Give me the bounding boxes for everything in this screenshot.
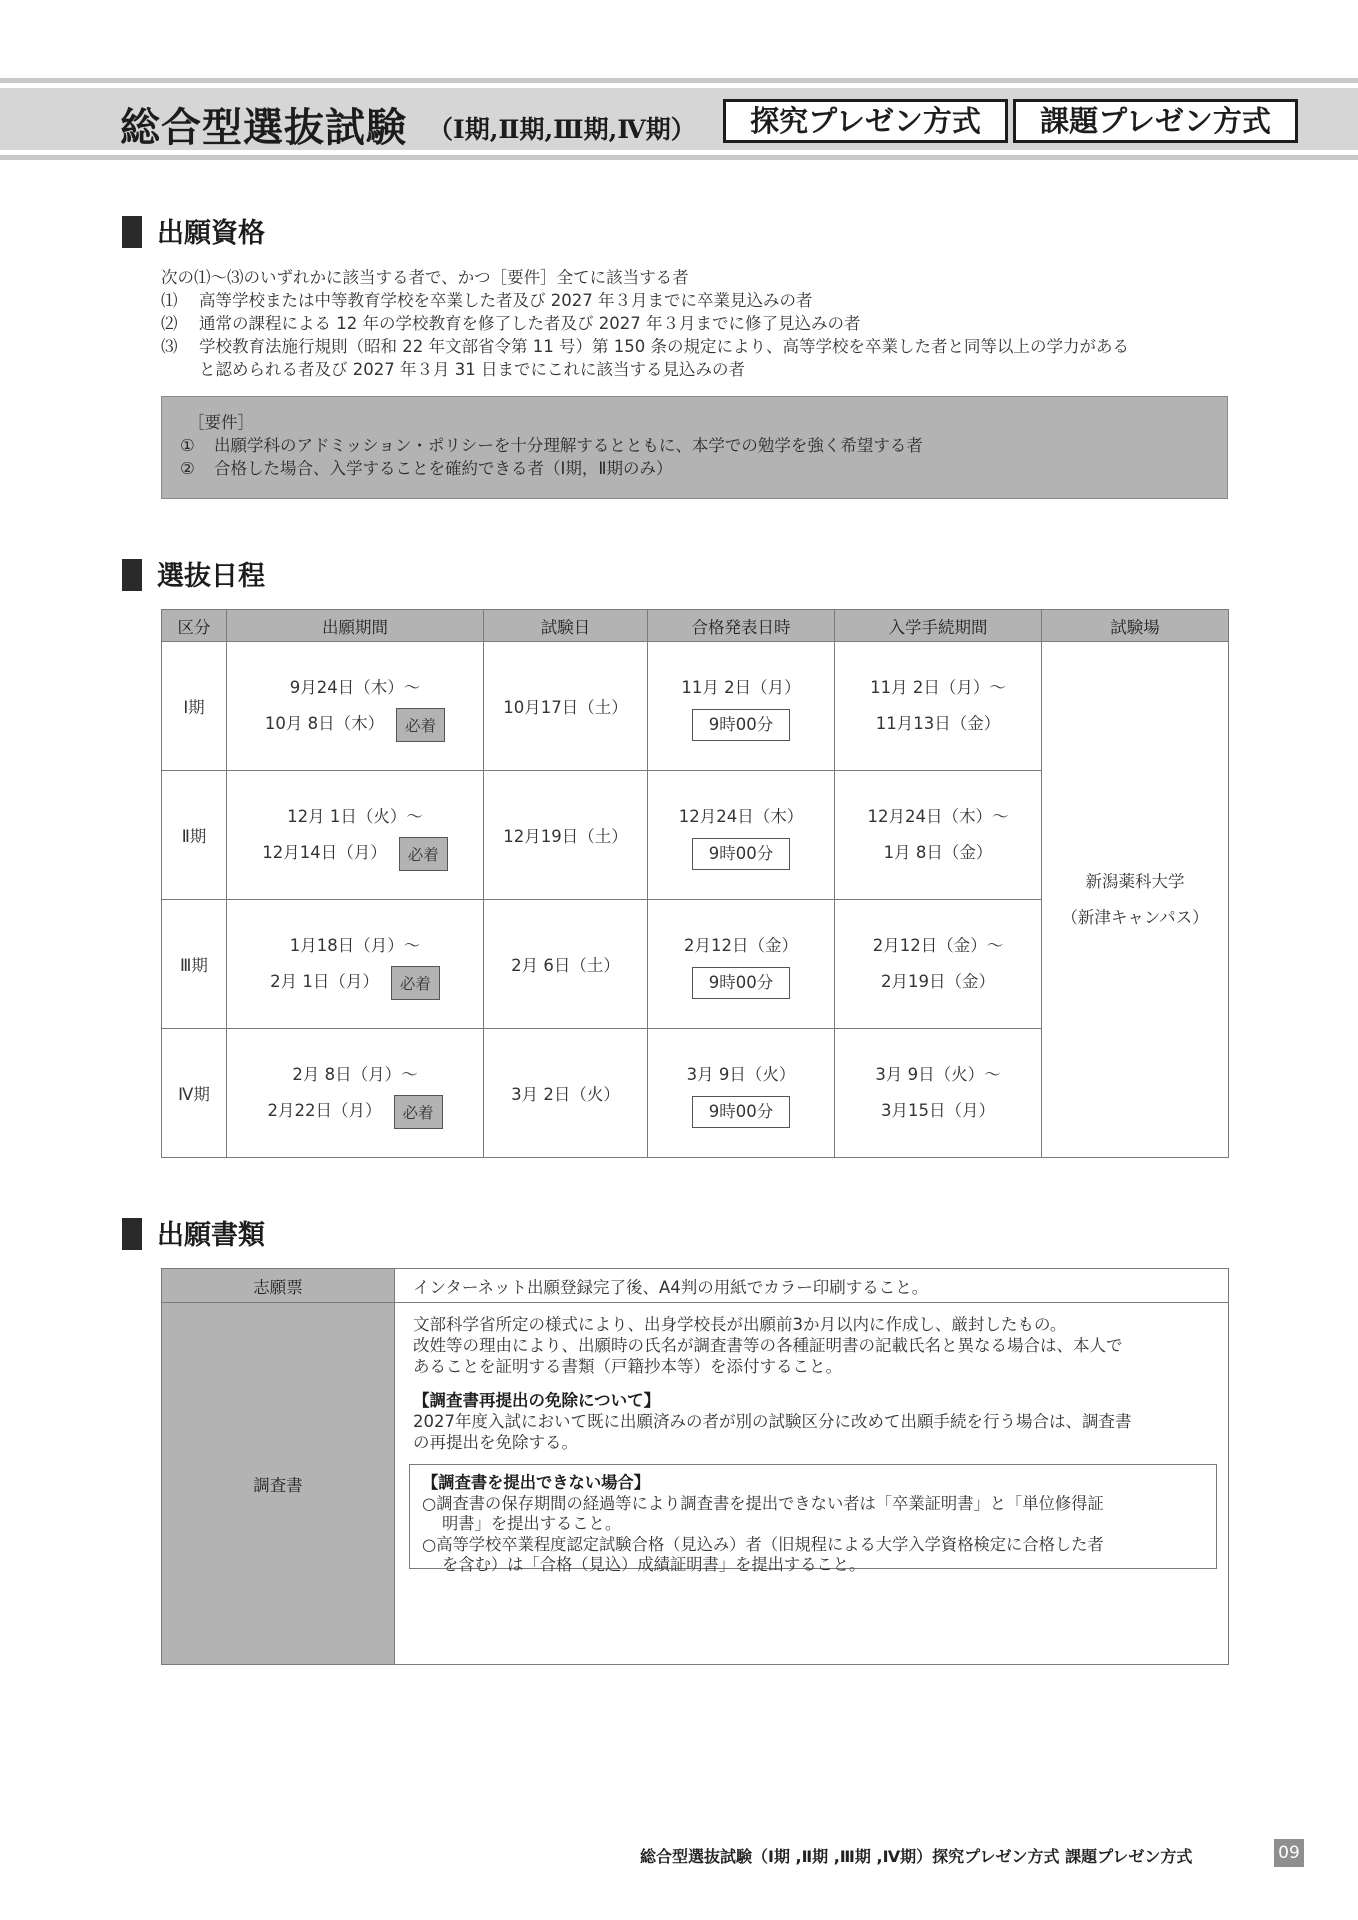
requirement-mark: ② bbox=[180, 459, 195, 478]
method-badge-assignment: 課題プレゼン方式 bbox=[1013, 99, 1298, 143]
section-title: 選抜日程 bbox=[157, 561, 265, 592]
proc-end: 3月15日（月） bbox=[881, 1101, 995, 1120]
announce-time: 9時00分 bbox=[692, 838, 790, 870]
announcement-cell bbox=[648, 771, 835, 900]
apply-end-line bbox=[227, 1093, 483, 1129]
proc-start: 2月12日（金）〜 bbox=[872, 936, 1004, 955]
enrollment-period-cell bbox=[835, 771, 1042, 900]
apply-end: 12月14日（月） bbox=[262, 843, 387, 862]
requirement-mark: ① bbox=[180, 436, 195, 455]
header-rule-bottom bbox=[0, 155, 1358, 160]
header-cell-announcement: 合格発表日時 bbox=[648, 610, 835, 642]
term-cell: Ⅳ期 bbox=[162, 1029, 227, 1158]
header-cell-exam-date: 試験日 bbox=[484, 610, 648, 642]
schedule-header-row bbox=[162, 610, 1229, 642]
announce-date: 3月 9日（火） bbox=[686, 1065, 796, 1084]
apply-end-line bbox=[227, 706, 483, 742]
announce-time: 9時00分 bbox=[692, 1096, 790, 1128]
item-number: ⑶ bbox=[161, 337, 178, 356]
item-text: 学校教育法施行規則（昭和 22 年文部省令第 11 号）第 150 条の規定により、高等学校を卒業した者と同等以上の学力がある bbox=[199, 337, 1129, 356]
apply-start: 12月 1日（火）〜 bbox=[287, 807, 423, 826]
announce-date: 12月24日（木） bbox=[678, 807, 804, 826]
exam-date-cell: 2月 6日（土） bbox=[484, 900, 648, 1029]
enrollment-period-cell bbox=[835, 900, 1042, 1029]
paragraph: を含む）は「合格（見込）成績証明書」を提出すること。 bbox=[442, 1555, 866, 1574]
requirements-box bbox=[161, 396, 1228, 499]
eligibility-text bbox=[161, 266, 1241, 381]
header-cell-term: 区分 bbox=[162, 610, 227, 642]
proc-end: 11月13日（金） bbox=[875, 714, 1001, 733]
section-marker bbox=[122, 559, 142, 591]
proc-end: 2月19日（金） bbox=[881, 972, 995, 991]
table-row bbox=[162, 1303, 1229, 1665]
apply-start: 2月 8日（月）〜 bbox=[292, 1065, 418, 1084]
document-label: 調査書 bbox=[162, 1303, 395, 1665]
apply-end: 2月22日（月） bbox=[267, 1101, 382, 1120]
page-title: 総合型選抜試験 bbox=[120, 105, 407, 151]
term-cell: Ⅲ期 bbox=[162, 900, 227, 1029]
paragraph: 文部科学省所定の様式により、出身学校長が出願前3か月以内に作成し、厳封したもの。 bbox=[413, 1315, 1067, 1334]
proc-start: 3月 9日（火）〜 bbox=[875, 1065, 1001, 1084]
exemption-title: 【調査書再提出の免除について】 bbox=[413, 1391, 661, 1410]
apply-start: 1月18日（月）〜 bbox=[289, 936, 421, 955]
paragraph: 改姓等の理由により、出願時の氏名が調査書等の各種証明書の記載氏名と異なる場合は、本人で bbox=[413, 1336, 1123, 1355]
announce-time-line bbox=[648, 835, 834, 871]
requirement-item bbox=[180, 434, 1207, 457]
announce-time: 9時00分 bbox=[692, 967, 790, 999]
announcement-cell bbox=[648, 900, 835, 1029]
header-cell-venue: 試験場 bbox=[1042, 610, 1229, 642]
announcement-cell bbox=[648, 642, 835, 771]
exam-date-cell: 3月 2日（火） bbox=[484, 1029, 648, 1158]
paragraph: あることを証明する書類（戸籍抄本等）を添付すること。 bbox=[413, 1357, 842, 1376]
document-label: 志願票 bbox=[162, 1269, 395, 1303]
eligibility-item bbox=[161, 312, 1241, 335]
cannot-submit-title: 【調査書を提出できない場合】 bbox=[422, 1473, 650, 1492]
paragraph: ○高等学校卒業程度認定試験合格（見込み）者（旧規程による大学入学資格検定に合格した者 bbox=[422, 1534, 1104, 1554]
enrollment-period-cell bbox=[835, 1029, 1042, 1158]
item-number: ⑵ bbox=[161, 314, 178, 333]
eligibility-item bbox=[161, 335, 1241, 358]
eligibility-item-continuation: と認められる者及び 2027 年３月 31 日までにこれに該当する見込みの者 bbox=[199, 360, 745, 379]
apply-end: 10月 8日（木） bbox=[264, 714, 385, 733]
footer-text: 総合型選抜試験（Ⅰ期 ,Ⅱ期 ,Ⅲ期 ,Ⅳ期）探究プレゼン方式 課題プレゼン方式 bbox=[640, 1847, 1193, 1866]
requirement-text: 合格した場合、入学することを確約できる者（Ⅰ期，Ⅱ期のみ） bbox=[214, 459, 673, 478]
announce-date: 11月 2日（月） bbox=[681, 678, 801, 697]
page-number: 09 bbox=[1274, 1839, 1304, 1867]
exam-date-cell: 12月19日（土） bbox=[484, 771, 648, 900]
announce-time-line bbox=[648, 1093, 834, 1129]
application-period-cell bbox=[227, 642, 484, 771]
application-period-cell bbox=[227, 900, 484, 1029]
cannot-submit-box bbox=[409, 1464, 1217, 1574]
document-description bbox=[395, 1303, 1229, 1665]
venue-campus: （新津キャンパス） bbox=[1061, 907, 1209, 927]
apply-end-line bbox=[227, 835, 483, 871]
page-subtitle: （Ⅰ期,Ⅱ期,Ⅲ期,Ⅳ期） bbox=[428, 115, 696, 144]
header-cell-application-period: 出願期間 bbox=[227, 610, 484, 642]
header-rule-top bbox=[0, 78, 1358, 83]
paragraph: 明書」を提出すること。 bbox=[442, 1514, 622, 1533]
document-description: インターネット出願登録完了後、A4判の用紙でカラー印刷すること。 bbox=[395, 1269, 1229, 1303]
schedule-table bbox=[161, 609, 1229, 1158]
venue-name: 新潟薬科大学 bbox=[1085, 871, 1185, 891]
section-marker bbox=[122, 1218, 142, 1250]
application-period-cell bbox=[227, 1029, 484, 1158]
section-title: 出願資格 bbox=[157, 218, 265, 249]
enrollment-period-cell bbox=[835, 642, 1042, 771]
method-badge-inquiry: 探究プレゼン方式 bbox=[723, 99, 1008, 143]
required-arrival-badge: 必着 bbox=[396, 708, 445, 742]
paragraph: の再提出を免除する。 bbox=[413, 1433, 578, 1452]
requirement-text: 出願学科のアドミッション・ポリシーを十分理解するとともに、本学での勉学を強く希望する者 bbox=[214, 436, 923, 455]
eligibility-intro: 次の⑴〜⑶のいずれかに該当する者で、かつ［要件］全てに該当する者 bbox=[161, 268, 689, 287]
header-cell-enrollment-period: 入学手続期間 bbox=[835, 610, 1042, 642]
proc-start: 11月 2日（月）〜 bbox=[870, 678, 1006, 697]
requirement-item bbox=[180, 457, 1207, 480]
requirements-title: ［要件］ bbox=[188, 413, 254, 432]
announcement-cell bbox=[648, 1029, 835, 1158]
required-arrival-badge: 必着 bbox=[391, 966, 440, 1000]
apply-end-line bbox=[227, 964, 483, 1000]
announce-date: 2月12日（金） bbox=[684, 936, 798, 955]
apply-start: 9月24日（木）〜 bbox=[289, 678, 421, 697]
section-marker bbox=[122, 216, 142, 248]
exam-date-cell: 10月17日（土） bbox=[484, 642, 648, 771]
table-row bbox=[162, 642, 1229, 771]
paragraph: ○調査書の保存期間の経過等により調査書を提出できない者は「卒業証明書」と「単位修得証 bbox=[422, 1493, 1104, 1513]
required-arrival-badge: 必着 bbox=[394, 1095, 443, 1129]
item-number: ⑴ bbox=[161, 291, 178, 310]
announce-time: 9時00分 bbox=[692, 709, 790, 741]
announce-time-line bbox=[648, 964, 834, 1000]
apply-end: 2月 1日（月） bbox=[270, 972, 379, 991]
item-text: 高等学校または中等教育学校を卒業した者及び 2027 年３月までに卒業見込みの者 bbox=[199, 291, 813, 310]
venue-cell bbox=[1042, 642, 1229, 1158]
announce-time-line bbox=[648, 706, 834, 742]
item-text: 通常の課程による 12 年の学校教育を修了した者及び 2027 年３月までに修了見込みの者 bbox=[199, 314, 861, 333]
section-title: 出願書類 bbox=[157, 1220, 265, 1251]
application-period-cell bbox=[227, 771, 484, 900]
proc-start: 12月24日（木）〜 bbox=[867, 807, 1009, 826]
term-cell: Ⅱ期 bbox=[162, 771, 227, 900]
term-cell: Ⅰ期 bbox=[162, 642, 227, 771]
spacer bbox=[413, 1377, 1214, 1390]
eligibility-item bbox=[161, 289, 1241, 312]
table-row bbox=[162, 1269, 1229, 1303]
proc-end: 1月 8日（金） bbox=[883, 843, 993, 862]
paragraph: 2027年度入試において既に出願済みの者が別の試験区分に改めて出願手続を行う場合は、調査書 bbox=[413, 1412, 1132, 1431]
documents-table bbox=[161, 1268, 1229, 1665]
required-arrival-badge: 必着 bbox=[399, 837, 448, 871]
